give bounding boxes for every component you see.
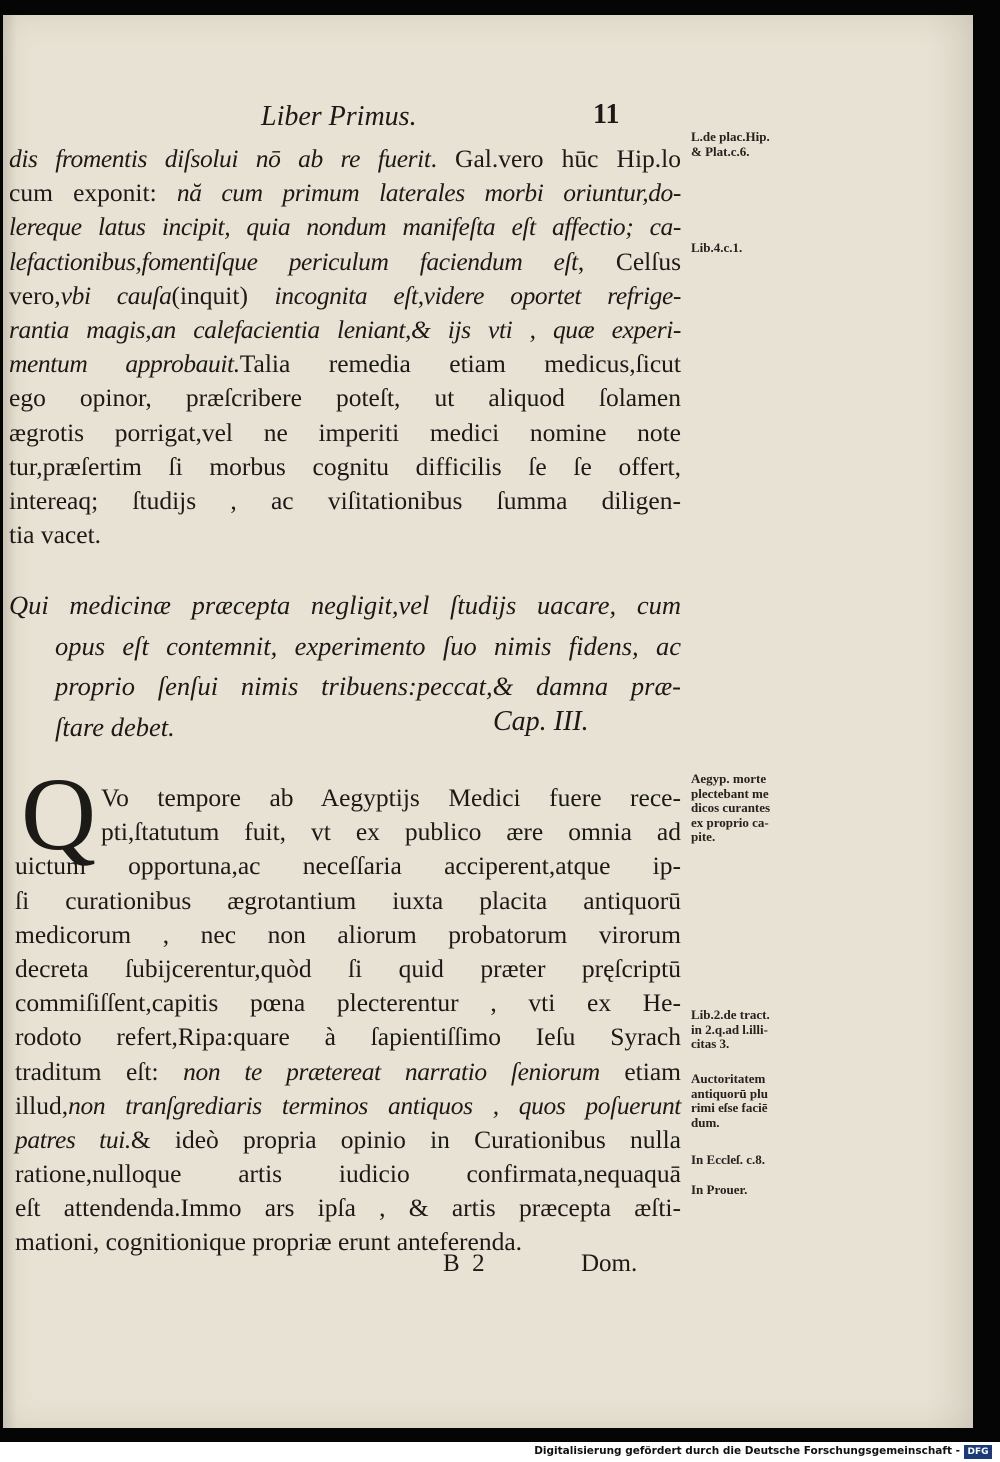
italic-text: non tranſgrediaris terminos antiquos , quos poſuerunt [68,1090,681,1120]
italic-text: rantia magis,an calefacientia leniant,& ijs vti , quæ experi- [9,314,681,344]
text-line [15,781,681,815]
roman-text: eſt attendenda.Immo ars ipſa , & artis præcepta æſti- [15,1193,681,1223]
marginal-note: Lib.4.c.1. [691,240,743,255]
marginal-note: Lib.2.de tract. in 2.q.ad l.illi- citas 3. [691,1007,770,1051]
marginal-note: L.de plac.Hip. & Plat.c.6. [691,129,770,159]
roman-text: . Gal.vero hūc Hip.lo [430,144,681,173]
marginal-note: In Prouer. [691,1182,748,1197]
roman-text: uictum opportuna,ac neceſſaria acciperent,atque ip- [15,851,681,881]
italic-text: incognita eſt,videre oportet refrige- [274,280,681,310]
text-line [9,176,681,210]
running-head: Liber Primus. [261,101,417,132]
heading-line: ſtare debet. [55,711,175,742]
heading-line: Qui medicinæ præcepta negligit,vel ſtudijs uacare, cum [9,590,681,620]
roman-text: illud, [15,1090,69,1120]
italic-text: dis fromentis diſsolui nō ab re fuerit [9,144,431,173]
heading-line: proprio ſenſui nimis tribuens:peccat,& damna præ- [55,671,681,701]
roman-text: etiam [599,1056,681,1086]
italic-text: nă cum primum laterales morbi oriuntur,do- [176,178,681,208]
marginal-note: In Eccleſ. c.8. [691,1152,766,1167]
drop-cap: Q [21,757,97,872]
text-line [15,1191,681,1225]
signature-mark: B 2 [443,1250,485,1277]
italic-text: lefactionibus,fomentiſque periculum faciendum eſt [9,246,578,276]
text-line [9,313,681,347]
book-page [3,15,973,1428]
italic-text: non te prætereat narratio ſeniorum [183,1056,600,1086]
paragraph-2 [15,781,681,1260]
text-line [15,1157,681,1191]
marginal-note: Aegyp. morte plectebant me dicos curantes ex proprio ca- pite. [691,771,771,844]
italic-text: patres tui. [15,1124,131,1154]
roman-text: tur,præſertim ſi morbus cognitu difficilis ſe ſe offert, [9,451,681,481]
text-line [15,1055,681,1089]
dfg-logo: DFG [964,1445,992,1459]
page-number: 11 [593,99,620,130]
roman-text: ægrotis porrigat,vel ne imperiti medici nomine note [9,417,681,447]
roman-text: vero, [9,280,61,310]
roman-text: traditum eſt: [15,1056,184,1086]
catchword: Dom. [581,1250,638,1277]
text-line [9,484,681,518]
text-line [9,279,681,313]
text-line [9,210,681,244]
italic-text: vbi cauſa [60,280,172,310]
roman-text: rodoto refert,Ripa:quare à ſapientiſſimo Ieſu Syrach [15,1022,681,1052]
roman-text: , Celſus [577,246,681,276]
roman-text: cum exponit: [9,178,177,208]
roman-text: mationi, cognitionique propriæ erunt anteferenda. [15,1227,523,1257]
text-line [15,1089,681,1123]
heading-line: opus eſt contemnit, experimento ſuo nimis fidens, ac [55,630,681,661]
text-line [15,884,681,918]
roman-text: Vo tempore ab Aegyptijs Medici fuere rece- [101,783,681,812]
paragraph-1 [9,142,681,552]
roman-text: ratione,nulloque artis iudicio confirmata,nequaquā [15,1159,681,1189]
text-line [9,142,681,176]
text-line [15,952,681,986]
text-line [15,815,681,849]
roman-text: intereaq; ſtudijs , ac viſitationibus ſumma diligen- [9,485,681,515]
italic-text: lereque latus incipit, quia nondum manifeſta eſt affectio; ca- [9,212,681,242]
roman-text: ego opinor, præſcribere poteſt, ut aliquod ſolamen [9,383,681,413]
roman-text: (inquit) [171,280,275,310]
text-line [15,1123,681,1157]
marginal-note: Auctoritatem antiquorū plu rimi eſse faciē dum. [691,1071,768,1130]
text-line [9,347,681,381]
italic-text: mentum approbauit. [9,349,240,379]
text-line [15,986,681,1020]
footer-bar [0,1442,1000,1462]
text-line [9,245,681,279]
funding-notice: Digitalisierung gefördert durch die Deutsche Forschungsgemeinschaft - [534,1445,960,1457]
roman-text: commiſiſſent,capitis pœna plecterentur , vti ex He- [15,988,681,1018]
text-line [15,849,681,883]
roman-text: decreta ſubijcerentur,quòd ſi quid præter pręſcriptū [15,953,681,983]
text-line [9,518,681,552]
roman-text: Talia remedia etiam medicus,ſicut [239,349,681,379]
roman-text: ſi curationibus ægrotantium iuxta placita antiquorū [15,885,681,915]
text-line [15,1020,681,1054]
text-line [9,416,681,450]
text-line [9,450,681,484]
chapter-number: Cap. III. [493,706,589,737]
roman-text: medicorum , nec non aliorum probatorum virorum [15,919,681,949]
roman-text: pti,ſtatutum fuit, vt ex publico ære omnia ad [101,817,681,847]
roman-text: tia vacet. [9,520,102,550]
text-line [9,381,681,415]
roman-text: & ideò propria opinio in Curationibus nulla [130,1124,681,1154]
text-line [15,918,681,952]
